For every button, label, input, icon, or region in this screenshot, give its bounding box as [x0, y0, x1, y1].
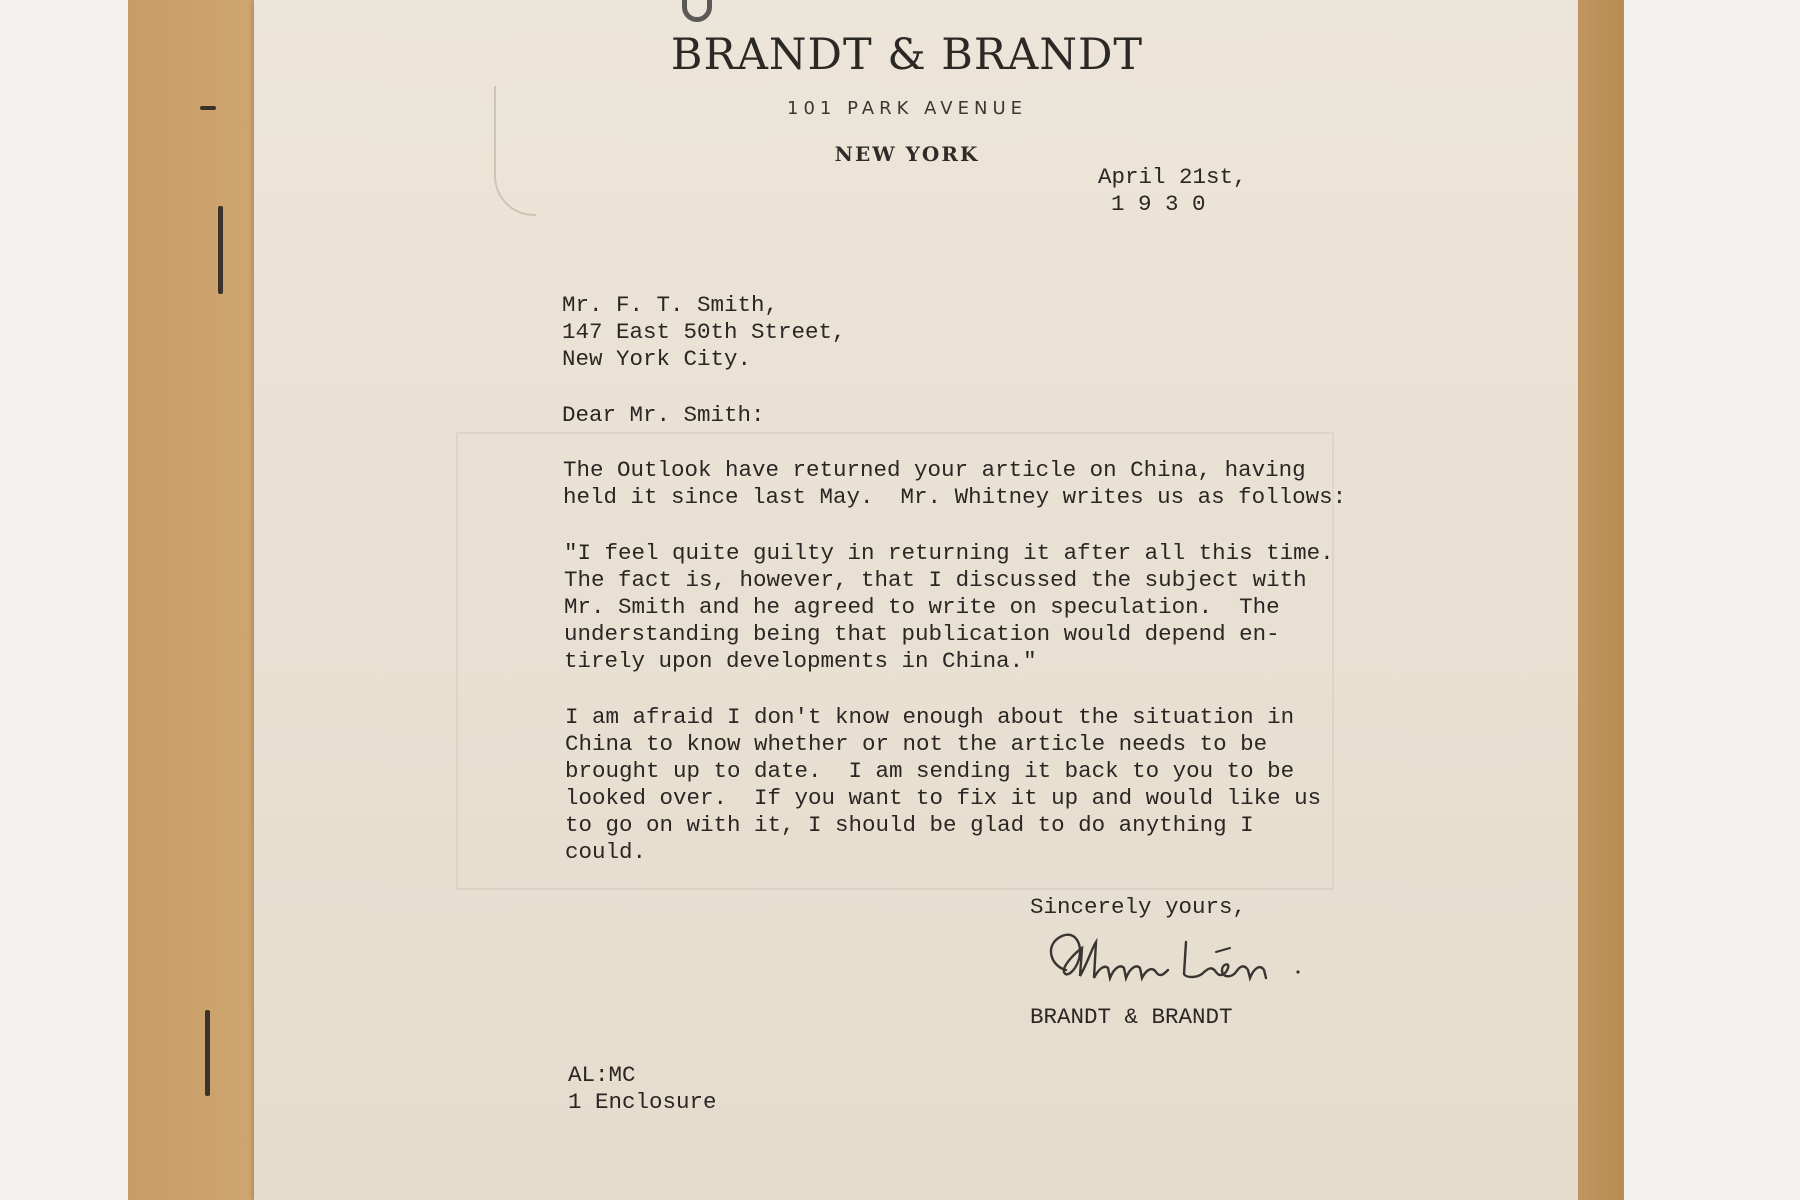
recipient-city: New York City.	[562, 346, 752, 372]
recipient-street: 147 East 50th Street,	[562, 319, 846, 345]
quote-line: understanding being that publication would depend en-	[564, 621, 1280, 647]
quote-line: Mr. Smith and he agreed to write on speculation. The	[564, 594, 1280, 620]
paragraph-line: to go on with it, I should be glad to do anything I	[565, 812, 1254, 838]
quote-line: The fact is, however, that I discussed the subject with	[564, 567, 1307, 593]
paragraph-line: brought up to date. I am sending it back to you to be	[565, 758, 1295, 784]
letterhead-city: NEW YORK	[834, 142, 980, 166]
paper-fold-mark	[494, 86, 536, 216]
signature-firm: BRANDT & BRANDT	[1030, 1004, 1233, 1030]
quote-line: "I feel quite guilty in returning it after all this time.	[564, 540, 1334, 566]
paragraph-line: The Outlook have returned your article on China, having	[563, 457, 1306, 483]
enclosure-note: 1 Enclosure	[568, 1089, 717, 1115]
letterhead-firm: BRANDT & BRANDT	[670, 30, 1144, 80]
paragraph-line: could.	[565, 839, 647, 865]
signature	[1036, 922, 1316, 1002]
letterhead-address: 101 PARK AVENUE	[787, 98, 1027, 119]
staple-mark	[200, 106, 216, 110]
salutation: Dear Mr. Smith:	[562, 402, 765, 428]
date-line: April 21st,	[1098, 164, 1247, 190]
staple-top	[218, 206, 223, 294]
paragraph-line: I am afraid I don't know enough about the situation in	[565, 704, 1295, 730]
paragraph-line: China to know whether or not the article needs to be	[565, 731, 1268, 757]
closing: Sincerely yours,	[1030, 894, 1247, 920]
staple-bottom	[205, 1010, 210, 1096]
paragraph-line: held it since last May. Mr. Whitney writes us as follows:	[563, 484, 1347, 510]
date-year: 1 9 3 0	[1111, 191, 1206, 217]
reference-initials: AL:MC	[568, 1062, 636, 1088]
folder-edge	[1578, 0, 1622, 1200]
paragraph-line: looked over. If you want to fix it up and would like us	[565, 785, 1322, 811]
recipient-name: Mr. F. T. Smith,	[562, 292, 779, 318]
quote-line: tirely upon developments in China."	[564, 648, 1037, 674]
